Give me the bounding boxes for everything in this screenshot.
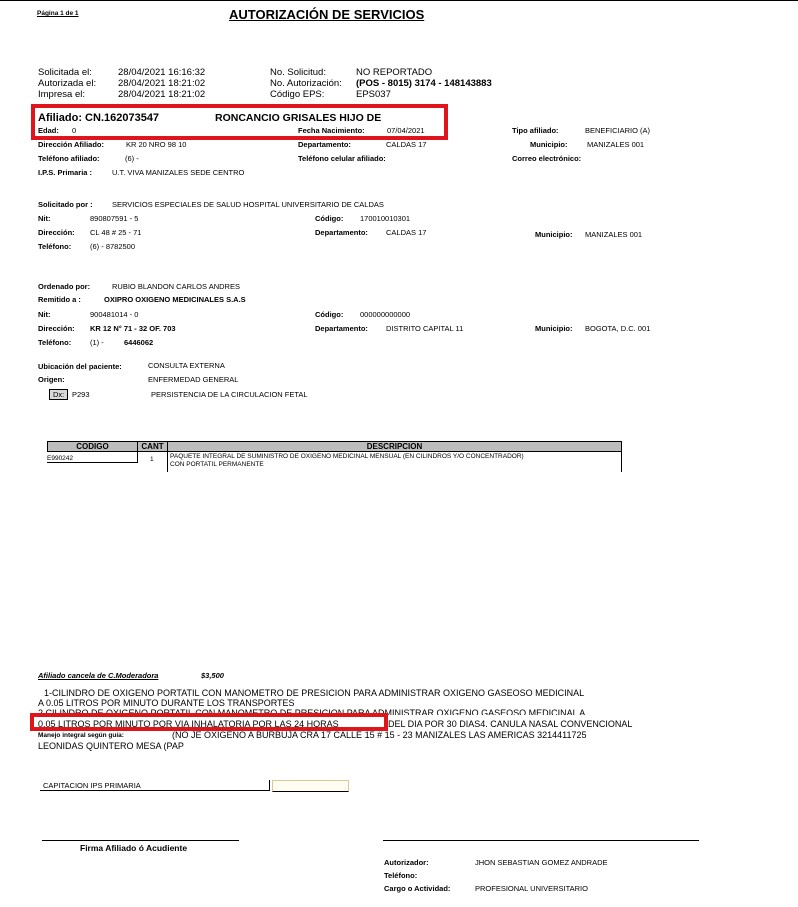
solicitante-nit-value: 890807591 - 5: [90, 214, 139, 223]
dx-box: Dx:: [49, 389, 68, 400]
firma-afiliado-line: [42, 840, 239, 841]
table-header-descripcion: DESCRIPCION: [167, 441, 622, 452]
ordenado-telefono-prefix: (1) -: [90, 338, 104, 347]
codigo-eps-label: Código EPS:: [270, 89, 325, 100]
ordenado-nit-value: 900481014 - 0: [90, 310, 139, 319]
solicitante-telefono-label: Teléfono:: [38, 242, 72, 251]
ordenado-value: RUBIO BLANDON CARLOS ANDRES: [112, 282, 240, 291]
municipio-afiliado-label: Municipio:: [530, 140, 568, 149]
dx-code: P293: [72, 390, 90, 399]
top-rule: [0, 0, 798, 1]
note-line4-highlight: 0.05 LITROS POR MINUTO POR VIA INHALATORIA POR LAS 24 HORAS: [38, 719, 339, 729]
ordenado-direccion-value: KR 12 N° 71 - 32 OF. 703: [90, 324, 176, 333]
solicitante-codigo-value: 170010010301: [360, 214, 411, 223]
row-codigo: E990242: [47, 455, 74, 462]
solicitado-value: SERVICIOS ESPECIALES DE SALUD HOSPITAL UNIVERSITARIO DE CALDAS: [112, 200, 384, 209]
solicitante-direccion-label: Dirección:: [38, 228, 75, 237]
firma-afiliado-label: Firma Afiliado ó Acudiente: [80, 843, 188, 853]
edad-label: Edad:: [38, 126, 59, 135]
autorizador-label: Autorizador:: [384, 858, 429, 867]
capitacion-label: CAPITACION IPS PRIMARIA: [43, 781, 141, 790]
no-autorizacion-value: (POS - 8015) 3174 - 148143883: [356, 78, 492, 89]
solicitante-direccion-value: CL 48 # 25 - 71: [90, 228, 142, 237]
solicitante-departamento-value: CALDAS 17: [386, 228, 427, 237]
manejo-label: Manejo integral según guía:: [38, 732, 124, 739]
codigo-eps-value: EPS037: [356, 89, 391, 100]
afiliado-id: Afiliado: CN.162073547: [38, 112, 160, 124]
correo-label: Correo electrónico:: [512, 154, 582, 163]
telefono-afiliado-label: Teléfono afiliado:: [38, 154, 100, 163]
ips-label: I.P.S. Primaria :: [38, 168, 93, 177]
autorizada-label: Autorizada el:: [38, 78, 97, 89]
note-line4-rest: DEL DIA POR 30 DIAS4. CANULA NASAL CONVENCIONAL: [388, 719, 633, 729]
telefono-afiliado-value: (6) -: [125, 154, 139, 163]
solicitada-label: Solicitada el:: [38, 67, 92, 78]
row-cant: 1: [150, 456, 154, 463]
capitacion-divider: [269, 780, 270, 791]
cargo-label: Cargo o Actividad:: [384, 884, 451, 893]
table-header-cant: CANT: [137, 441, 168, 452]
celular-label: Teléfono celular afiliado:: [298, 154, 386, 163]
row-codigo-underline: [47, 462, 137, 463]
departamento-afiliado-value: CALDAS 17: [386, 140, 427, 149]
departamento-afiliado-label: Departamento:: [298, 140, 351, 149]
origen-value: ENFERMEDAD GENERAL: [148, 375, 239, 384]
solicitante-municipio-label: Municipio:: [535, 230, 573, 239]
ubicacion-label: Ubicación del paciente:: [38, 362, 122, 371]
ordenado-telefono-label: Teléfono:: [38, 338, 72, 347]
impresa-label: Impresa el:: [38, 89, 85, 100]
cobro-label: Afiliado cancela de C.Moderadora: [38, 671, 159, 680]
solicitante-departamento-label: Departamento:: [315, 228, 368, 237]
ordenado-codigo-label: Código:: [315, 310, 344, 319]
solicitante-codigo-label: Código:: [315, 214, 344, 223]
solicitante-telefono-value: (6) - 8782500: [90, 242, 136, 251]
row-divider: [167, 452, 168, 472]
direccion-afiliado-value: KR 20 NRO 98 10: [126, 140, 187, 149]
firma-autorizador-line: [383, 840, 699, 841]
note-line3: 2 CILINDRO DE OXIGENO PORTATIL CON MANOMETRO DE PRESICION PARA ADMINISTRAR OXIGENO GASEOSO MEDICINAL A: [38, 708, 586, 715]
fecha-nac-label: Fecha Nacimiento:: [298, 126, 365, 135]
direccion-afiliado-label: Dirección Afiliado:: [38, 140, 104, 149]
remitido-label: Remitido a :: [38, 295, 81, 304]
ordenado-direccion-label: Dirección:: [38, 324, 75, 333]
page-number: Página 1 de 1: [37, 10, 79, 17]
solicitada-value: 28/04/2021 16:16:32: [118, 67, 206, 78]
dosage-highlight-box: [30, 713, 388, 731]
autorizador-value: JHON SEBASTIAN GOMEZ ANDRADE: [475, 858, 608, 867]
autorizada-value: 28/04/2021 18:21:02: [118, 78, 206, 89]
tipo-afiliado-label: Tipo afiliado:: [512, 126, 559, 135]
remitido-value: OXIPRO OXIGENO MEDICINALES S.A.S: [104, 295, 246, 304]
ordenado-departamento-label: Departamento:: [315, 324, 368, 333]
ordenado-telefono-value: 6446062: [124, 338, 154, 347]
fecha-nac-value: 07/04/2021: [387, 126, 425, 135]
municipio-afiliado-value: MANIZALES 001: [587, 140, 645, 149]
capitacion-input[interactable]: [272, 780, 349, 792]
impresa-value: 28/04/2021 18:21:02: [118, 89, 206, 100]
row-desc-line2: CON PORTATIL PERMANENTE: [170, 461, 264, 468]
ordenado-departamento-value: DISTRITO CAPITAL 11: [386, 324, 464, 333]
cobro-value: $3,500: [201, 671, 224, 680]
note-line6: LEONIDAS QUINTERO MESA (PAP: [38, 741, 184, 751]
ordenado-label: Ordenado por:: [38, 282, 91, 291]
ordenado-municipio-value: BOGOTA, D.C. 001: [585, 324, 651, 333]
capitacion-underline: [40, 790, 270, 791]
note-line1: 1-CILINDRO DE OXIGENO PORTATIL CON MANOMETRO DE PRESICION PARA ADMINISTRAR OXIGENO GASEOSO MEDICINAL: [44, 688, 585, 698]
ubicacion-value: CONSULTA EXTERNA: [148, 361, 225, 370]
note-line5: (NO JE OXIGENO A BURBUJA CRA 17 CALLE 15 # 15 - 23 MANIZALES LAS AMERICAS 3214411725: [172, 730, 587, 740]
row-divider: [621, 452, 622, 472]
solicitante-municipio-value: MANIZALES 001: [585, 230, 643, 239]
solicitante-nit-label: Nit:: [38, 214, 51, 223]
note-line2: A 0.05 LITROS POR MINUTO DURANTE LOS TRANSPORTES: [38, 698, 295, 708]
edad-value: 0: [72, 126, 77, 135]
no-autorizacion-label: No. Autorización:: [270, 78, 342, 89]
dx-description: PERSISTENCIA DE LA CIRCULACION FETAL: [151, 390, 308, 399]
origen-label: Origen:: [38, 375, 65, 384]
ordenado-municipio-label: Municipio:: [535, 324, 573, 333]
tipo-afiliado-value: BENEFICIARIO (A): [585, 126, 651, 135]
ordenado-codigo-value: 000000000000: [360, 310, 411, 319]
cargo-value: PROFESIONAL UNIVERSITARIO: [475, 884, 588, 893]
no-solicitud-value: NO REPORTADO: [356, 67, 433, 78]
row-divider: [137, 452, 138, 463]
autorizador-telefono-label: Teléfono:: [384, 871, 418, 880]
page-title: AUTORIZACIÓN DE SERVICIOS: [229, 7, 425, 22]
row-desc-line1: PAQUETE INTEGRAL DE SUMINISTRO DE OXIGENO MEDICINAL MENSUAL (EN CILINDROS Y/O CONCENTRADOR): [170, 453, 524, 460]
ips-value: U.T. VIVA MANIZALES SEDE CENTRO: [112, 168, 245, 177]
no-solicitud-label: No. Solicitud:: [270, 67, 326, 78]
ordenado-nit-label: Nit:: [38, 310, 51, 319]
afiliado-name: RONCANCIO GRISALES HIJO DE: [215, 112, 382, 124]
solicitado-label: Solicitado por :: [38, 200, 93, 209]
table-header-codigo: CODIGO: [47, 441, 138, 452]
